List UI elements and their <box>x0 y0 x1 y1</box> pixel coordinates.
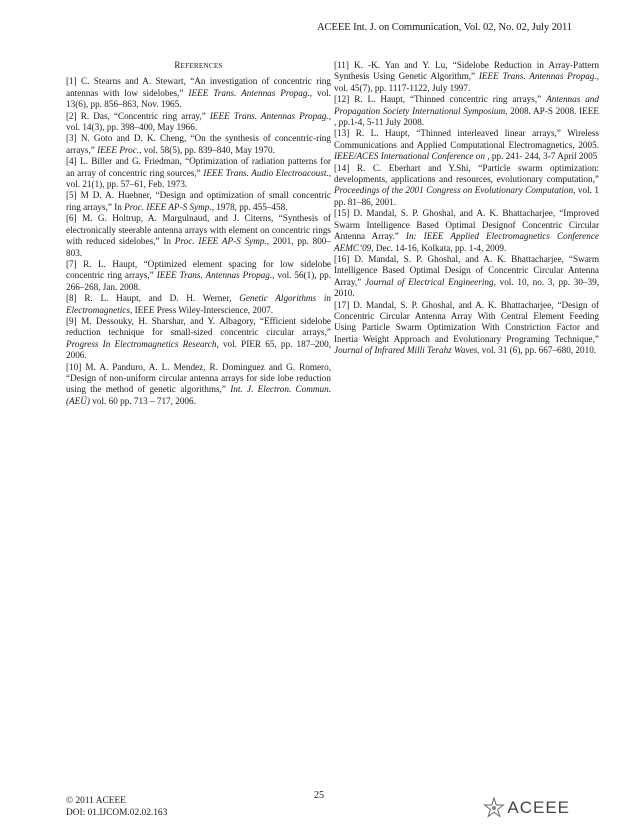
reference-text: , 2008. AP-S 2008. IEEE , pp.1-4, 5-11 July 2008. <box>334 105 599 128</box>
reference-text: [8] R. L. Haupt, and D. H. Werner, <box>66 293 240 304</box>
reference-source-title: IEEE Trans. Antennas Propag. <box>188 87 310 98</box>
reference-text: [5] M D. A. Huebner, “Design and optimization of small concentric ring arrays,” In <box>66 190 331 212</box>
reference-text: , vol. 45(7), pp. 1117-1122, July 1997. <box>334 71 599 93</box>
reference-source-title: Antennas and Propagation Society International Symposium <box>334 94 599 116</box>
reference-source-title: Proceedings of the 2001 Congress on Evolutionary Computation <box>334 185 574 196</box>
reference-text: , vol. 31 (6), pp. 667–680, 2010. <box>477 345 597 356</box>
reference-text: [14] R. C. Eberhart and Y.Shi, “Particle swarm optimization: developments, applications and resources, evolutionary computation,” <box>334 162 599 185</box>
reference-text: , 2001, pp. 800–803. <box>66 236 331 258</box>
copyright-notice: © 2011 ACEEE <box>66 796 126 806</box>
references-heading-rest: EFERENCES <box>180 62 223 70</box>
reference-item <box>334 254 599 300</box>
reference-text: [7] R. L. Haupt, “Optimized element spacing for low sidelobe concentric ring arrays,” <box>66 258 331 281</box>
reference-text: , vol. 21(1), pp. 57–61, Feb. 1973. <box>66 167 331 190</box>
reference-text: [3] N. Goto and D. K. Cheng, “On the synthesis of concentric-ring arrays,” <box>66 133 331 155</box>
footer-info <box>66 796 167 819</box>
reference-source-title: In: IEEE Applied Electromagnetics Conference AEMC’09 <box>334 231 599 253</box>
reference-text: , vol. PIER 65, pp. 187–200, 2006. <box>66 338 331 361</box>
reference-text: , 1978, pp. 455–458. <box>211 201 288 212</box>
reference-source-title: Int. J. Electron. Commun. (AEÜ) <box>66 384 331 406</box>
reference-text: [4] L. Biller and G. Friedman, “Optimization of radiation patterns for an array of concentric ring sources,” <box>66 156 331 178</box>
references-heading-initial: R <box>174 60 181 70</box>
reference-text: [17] D. Mandal, S. P. Ghoshal, and A. K. Bhattacharjee, “Design of Concentric Circular Antenna Array With Central Element Feeding Using Particle Swarm Optimization With Constriction Factor and Inertia Weight Approach and Evolutionary Programing Technique,” <box>334 299 599 344</box>
reference-text: [16] D. Mandal, S. P. Ghoshal, and A. K. Bhattacharjee, “Swarm Intelligence Based Optimal Design of Concentric Circular Antenna Array,” <box>334 253 599 287</box>
reference-item <box>66 362 331 408</box>
logo-wordmark: ACEEE <box>507 798 570 817</box>
reference-item <box>66 213 331 259</box>
doi-line: DOI: 01.IJCOM.02.02.163 <box>66 807 168 818</box>
reference-text: , vol. 14(3), pp. 398–400, May 1966. <box>66 110 331 133</box>
reference-item <box>334 60 599 94</box>
reference-item <box>66 293 331 316</box>
reference-text: vol. 60 pp. 713 – 717, 2006. <box>89 395 196 406</box>
references-column-right <box>334 60 599 357</box>
running-header: ACEEE Int. J. on Communication, Vol. 02, No. 02, July 2011 <box>316 22 572 33</box>
reference-source-title: Journal of Electrical Engineering <box>364 276 494 287</box>
reference-text: , vol. 56(1), pp. 266–268, Jan. 2008. <box>66 270 331 292</box>
reference-item <box>334 300 599 357</box>
reference-text: [6] M. G. Holtrup, A. Margulnaud, and J. Citerns, “Synthesis of electronically steerable antenna arrays with element on concentric rings with reduced sidelobes,” In <box>66 213 331 247</box>
reference-source-title: IEEE Proc. <box>97 144 140 155</box>
reference-text: [12] R. L. Haupt, “Thinned concentric ring arrays,” <box>334 94 547 105</box>
logo-star-icon <box>483 797 505 819</box>
references-column-left <box>66 60 331 407</box>
reference-item <box>66 133 331 156</box>
reference-text: [2] R. Das, “Concentric ring array,” <box>66 110 210 121</box>
reference-source-title: IEEE Trans. Antennas Propag. <box>209 110 329 121</box>
reference-text: [13] R. L. Haupt, “Thinned interleaved linear arrays,” Wireless Communications and Applied Computational Electromagnetics, 2005. <box>334 128 599 150</box>
aceee-logo <box>483 797 570 819</box>
reference-item <box>66 156 331 190</box>
reference-text: [1] C. Stearns and A. Stewart, “An investigation of concentric ring antennas with low sidelobes,” <box>66 76 331 98</box>
references-heading <box>66 60 331 72</box>
reference-text: [11] K. -K. Yan and Y. Lu, “Sidelobe Reduction in Array-Pattern Synthesis Using Genetic Algorithm,” <box>334 60 599 82</box>
reference-source-title: Genetic Algorithms in Electromagnetics <box>66 293 331 315</box>
reference-list-left <box>66 76 331 407</box>
reference-text: , vol. 1 pp. 81–86, 2001. <box>334 185 599 207</box>
reference-text: , vol. 13(6), pp. 856–863, Nov. 1965. <box>66 87 331 110</box>
reference-item <box>334 94 599 128</box>
reference-item <box>66 190 331 213</box>
reference-list-right <box>334 60 599 357</box>
reference-source-title: IEEE Trans. Antennas Propag. <box>478 71 597 82</box>
reference-text: , vol. 58(5), pp. 839–840, May 1970. <box>139 144 275 155</box>
reference-text: [15] D. Mandal, S. P. Ghoshal, and A. K. Bhattacharjee, “Improved Swarm Intelligence Based Optimal Designof Concentric Circular Antenna Array.” <box>334 208 599 242</box>
reference-source-title: IEEE/ACES International Conference on <box>334 151 485 162</box>
reference-item <box>66 76 331 110</box>
reference-source-title: Proc. IEEE AP-S Symp. <box>174 236 267 247</box>
reference-text: , vol. 10, no. 3, pp. 30–39, 2010. <box>334 276 600 299</box>
reference-item <box>66 316 331 362</box>
reference-item <box>334 208 599 254</box>
reference-item <box>66 259 331 293</box>
reference-text: , Dec. 14-16, Kolkata, pp. 1-4, 2009. <box>371 242 507 253</box>
reference-text: [10] M. A. Panduro, A. L. Mendez, R. Dominguez and G. Romero, “Design of non-uniform circular antenna arrays for side lobe reduction using the method of genetic algorithms,” <box>66 361 331 395</box>
reference-source-title: Progress In Electromagnetics Research <box>66 338 217 349</box>
reference-item <box>66 111 331 134</box>
page-number: 25 <box>314 790 324 801</box>
reference-source-title: Journal of Infrared Milli Terahz Waves <box>334 345 478 356</box>
reference-item <box>334 163 599 209</box>
reference-text: , pp. 241- 244, 3-7 April 2005 <box>484 151 598 162</box>
reference-item <box>334 128 599 162</box>
reference-source-title: IEEE Trans. Antennas Propag. <box>156 270 273 281</box>
reference-text: , IEEE Press Wiley-Interscience, 2007. <box>129 304 274 315</box>
reference-source-title: Proc. IEEE AP-S Symp. <box>124 201 212 212</box>
reference-text: [9] M. Dessouky, H. Sharshar, and Y. Albagory, “Efficient sidelobe reduction technique for small-sized concentric circular arrays,” <box>66 315 331 338</box>
reference-source-title: IEEE Trans. Audio Electroacoust. <box>203 167 329 178</box>
